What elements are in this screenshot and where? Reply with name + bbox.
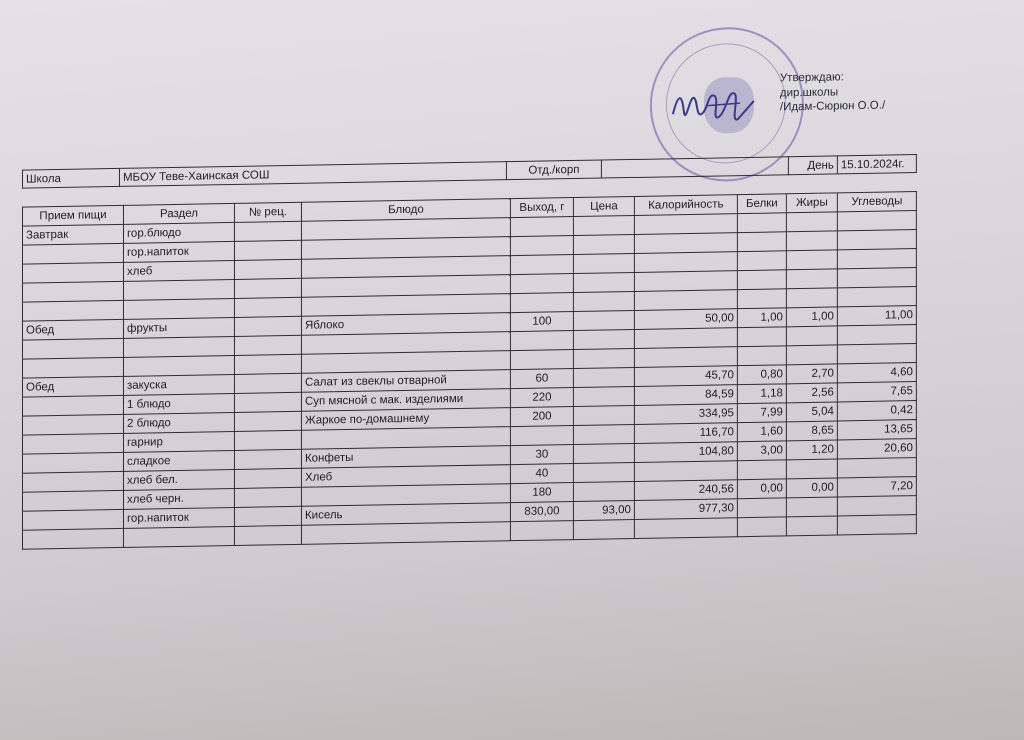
calories-cell: 84,59 — [634, 385, 737, 406]
meal-cell — [22, 357, 123, 378]
protein-cell: 0,00 — [737, 479, 786, 499]
protein-cell — [737, 460, 786, 480]
recipe-cell — [234, 259, 301, 279]
meal-cell — [22, 509, 123, 530]
protein-cell — [737, 517, 786, 537]
protein-cell: 1,60 — [737, 422, 786, 442]
carbs-cell: 7,20 — [837, 477, 916, 497]
output-cell — [510, 217, 573, 237]
output-cell — [510, 274, 573, 294]
dish-cell: Конфеты — [301, 446, 510, 469]
carbs-cell — [837, 496, 916, 516]
dept-value — [601, 157, 788, 178]
recipe-cell — [234, 316, 301, 336]
dish-cell — [301, 522, 510, 545]
calories-cell — [634, 328, 737, 349]
calories-cell — [634, 271, 737, 292]
fat-cell: 1,00 — [786, 307, 837, 327]
output-cell — [510, 350, 573, 370]
carbs-cell: 0,42 — [837, 401, 916, 421]
carbs-cell — [837, 287, 916, 307]
protein-cell — [737, 270, 786, 290]
fat-cell: 8,65 — [786, 421, 837, 441]
carbs-cell — [837, 325, 916, 345]
recipe-cell — [234, 335, 301, 355]
carbs-cell — [837, 230, 916, 250]
carbs-cell — [837, 344, 916, 364]
fat-cell — [786, 250, 837, 270]
price-cell — [573, 253, 634, 273]
section-cell: хлеб черн. — [123, 488, 234, 509]
recipe-cell — [234, 468, 301, 488]
dish-cell: Салат из свеклы отварной — [301, 370, 510, 393]
protein-cell — [737, 251, 786, 271]
meal-cell — [22, 243, 123, 264]
carbs-cell: 20,60 — [837, 439, 916, 459]
fat-cell — [786, 269, 837, 289]
calories-cell: 334,95 — [634, 404, 737, 425]
recipe-cell — [234, 449, 301, 469]
output-cell — [510, 255, 573, 275]
output-cell — [510, 521, 573, 541]
section-cell: фрукты — [123, 317, 234, 338]
carbs-cell — [837, 249, 916, 269]
meal-cell — [22, 490, 123, 511]
fat-cell: 5,04 — [786, 402, 837, 422]
calories-cell — [634, 290, 737, 311]
col-meal: Прием пищи — [22, 205, 123, 226]
price-cell — [573, 234, 634, 254]
carbs-cell — [837, 268, 916, 288]
output-cell — [510, 331, 573, 351]
protein-cell — [737, 289, 786, 309]
recipe-cell — [234, 506, 301, 526]
recipe-cell — [234, 297, 301, 317]
meal-cell — [22, 414, 123, 435]
fat-cell: 1,20 — [786, 440, 837, 460]
meal-cell: Завтрак — [22, 224, 123, 245]
recipe-cell — [234, 430, 301, 450]
calories-cell: 50,00 — [634, 309, 737, 330]
meal-cell — [22, 452, 123, 473]
section-cell: хлеб бел. — [123, 469, 234, 490]
col-output: Выход, г — [510, 198, 573, 218]
dish-cell: Хлеб — [301, 465, 510, 488]
fat-cell — [786, 459, 837, 479]
fat-cell — [786, 231, 837, 251]
calories-cell — [634, 233, 737, 254]
meal-cell — [22, 338, 123, 359]
protein-cell — [737, 232, 786, 252]
carbs-cell — [837, 211, 916, 231]
protein-cell: 7,99 — [737, 403, 786, 423]
price-cell — [573, 462, 634, 482]
carbs-cell: 7,65 — [837, 382, 916, 402]
recipe-cell — [234, 525, 301, 545]
output-cell: 40 — [510, 464, 573, 484]
protein-cell — [737, 327, 786, 347]
carbs-cell — [837, 515, 916, 535]
calories-cell — [634, 214, 737, 235]
price-cell — [573, 424, 634, 444]
section-cell: гор.напиток — [123, 507, 234, 528]
recipe-cell — [234, 392, 301, 412]
header-table — [22, 154, 917, 189]
price-cell — [573, 310, 634, 330]
calories-cell: 104,80 — [634, 442, 737, 463]
fat-cell: 2,70 — [786, 364, 837, 384]
calories-cell — [634, 347, 737, 368]
fat-cell: 0,00 — [786, 478, 837, 498]
price-cell — [573, 482, 634, 502]
output-cell — [510, 426, 573, 446]
price-cell — [573, 520, 634, 540]
output-cell — [510, 293, 573, 313]
meal-cell — [22, 300, 123, 321]
meal-cell: Обед — [22, 319, 123, 340]
output-cell: 60 — [510, 369, 573, 389]
recipe-cell — [234, 487, 301, 507]
price-cell — [573, 386, 634, 406]
section-cell — [123, 526, 234, 547]
carbs-cell: 11,00 — [837, 306, 916, 326]
recipe-cell — [234, 278, 301, 298]
fat-cell: 2,56 — [786, 383, 837, 403]
calories-cell — [634, 518, 737, 539]
section-cell: хлеб — [123, 260, 234, 281]
section-cell: гор.напиток — [123, 241, 234, 262]
output-cell — [510, 236, 573, 256]
col-protein: Белки — [737, 194, 786, 214]
price-cell — [573, 405, 634, 425]
approval-block — [780, 69, 910, 115]
output-cell: 200 — [510, 407, 573, 427]
protein-cell: 1,18 — [737, 384, 786, 404]
fat-cell — [786, 326, 837, 346]
meal-cell — [22, 262, 123, 283]
carbs-cell: 13,65 — [837, 420, 916, 440]
fat-cell — [786, 212, 837, 232]
price-cell — [573, 367, 634, 387]
price-cell: 93,00 — [573, 501, 634, 521]
output-cell: 220 — [510, 388, 573, 408]
price-cell — [573, 272, 634, 292]
output-cell: 30 — [510, 445, 573, 465]
fat-cell — [786, 497, 837, 517]
calories-cell — [634, 461, 737, 482]
price-cell — [573, 215, 634, 235]
col-recipe: № рец. — [234, 202, 301, 222]
output-cell: 830,00 — [510, 502, 573, 522]
dish-cell: Жаркое по-домашнему — [301, 408, 510, 431]
carbs-cell — [837, 458, 916, 478]
approval-line-3: /Идам-Сюрюн О.О./ — [779, 99, 886, 114]
calories-cell: 116,70 — [634, 423, 737, 444]
protein-cell: 3,00 — [737, 441, 786, 461]
fat-cell — [786, 345, 837, 365]
protein-cell: 0,80 — [737, 365, 786, 385]
col-fat: Жиры — [786, 193, 837, 213]
day-label: День — [788, 156, 837, 175]
approval-line-1: Утверждаю: — [779, 71, 844, 85]
meal-cell — [22, 528, 123, 549]
fat-cell — [786, 288, 837, 308]
col-section: Раздел — [123, 203, 234, 224]
protein-cell — [737, 213, 786, 233]
meal-cell — [22, 433, 123, 454]
col-carbs: Углеводы — [837, 192, 916, 212]
meal-cell — [22, 281, 123, 302]
meal-cell — [22, 395, 123, 416]
dish-cell: Суп мясной с мак. изделиями — [301, 389, 510, 412]
price-cell — [573, 291, 634, 311]
approval-line-2: дир.школы — [779, 85, 839, 99]
section-cell: гарнир — [123, 431, 234, 452]
protein-cell: 1,00 — [737, 308, 786, 328]
section-cell — [123, 355, 234, 376]
output-cell: 180 — [510, 483, 573, 503]
school-name: МБОУ Теве-Хаинская СОШ — [119, 162, 506, 187]
section-cell: гор.блюдо — [123, 222, 234, 243]
recipe-cell — [234, 373, 301, 393]
recipe-cell — [234, 354, 301, 374]
price-cell — [573, 329, 634, 349]
col-price: Цена — [573, 196, 634, 216]
fat-cell — [786, 516, 837, 536]
price-cell — [573, 443, 634, 463]
signature-icon — [668, 83, 758, 130]
menu-table — [22, 191, 917, 550]
calories-cell: 977,30 — [634, 499, 737, 520]
school-label: Школа — [22, 168, 119, 188]
date-value: 15.10.2024г. — [837, 155, 916, 174]
dish-cell: Кисель — [301, 503, 510, 526]
section-cell — [123, 279, 234, 300]
dish-cell: Яблоко — [301, 313, 510, 336]
section-cell — [123, 336, 234, 357]
dept-label: Отд./корп — [506, 160, 601, 180]
meal-cell — [22, 471, 123, 492]
section-cell — [123, 298, 234, 319]
protein-cell — [737, 346, 786, 366]
calories-cell — [634, 252, 737, 273]
section-cell: 2 блюдо — [123, 412, 234, 433]
col-calories: Калорийность — [634, 195, 737, 216]
section-cell: сладкое — [123, 450, 234, 471]
calories-cell: 45,70 — [634, 366, 737, 387]
col-dish: Блюдо — [301, 199, 510, 222]
protein-cell — [737, 498, 786, 518]
recipe-cell — [234, 411, 301, 431]
carbs-cell: 4,60 — [837, 363, 916, 383]
calories-cell: 240,56 — [634, 480, 737, 501]
meal-cell: Обед — [22, 376, 123, 397]
output-cell: 100 — [510, 312, 573, 332]
section-cell: 1 блюдо — [123, 393, 234, 414]
recipe-cell — [234, 240, 301, 260]
section-cell: закуска — [123, 374, 234, 395]
price-cell — [573, 348, 634, 368]
recipe-cell — [234, 221, 301, 241]
